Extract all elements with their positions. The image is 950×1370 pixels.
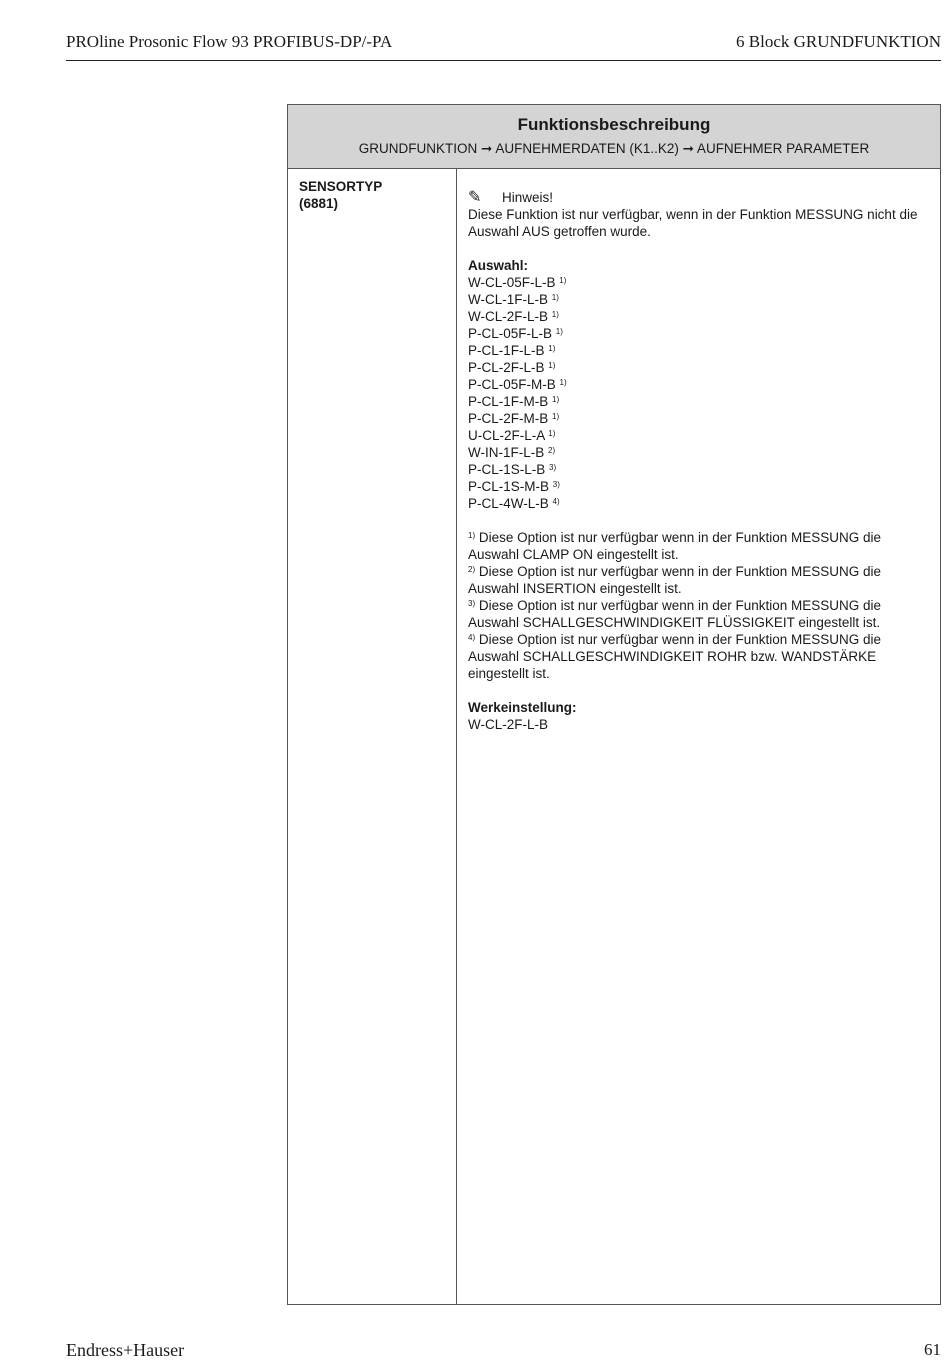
- option-text: P-CL-2F-L-B: [468, 360, 545, 375]
- option-text: P-CL-1S-L-B: [468, 462, 546, 477]
- option-item: [468, 410, 930, 427]
- option-item: [468, 444, 930, 461]
- option-text: U-CL-2F-L-A: [468, 428, 545, 443]
- options-list: [468, 274, 930, 512]
- option-item: [468, 274, 930, 291]
- header-left: PROline Prosonic Flow 93 PROFIBUS-DP/-PA: [66, 32, 393, 51]
- option-item: [468, 291, 930, 308]
- menu-path: GRUNDFUNKTION ➞ AUFNEHMERDATEN (K1..K2) ➞ AUFNEHMER PARAMETER: [358, 141, 870, 156]
- header-right: 6 Block GRUNDFUNKTION: [736, 32, 941, 51]
- footnote-text-cont: Auswahl SCHALLGESCHWINDIGKEIT FLÜSSIGKEIT eingestellt ist.: [468, 615, 881, 630]
- option-text: P-CL-2F-M-B: [468, 411, 549, 426]
- option-footnote-ref: 1): [548, 344, 556, 353]
- brand-logo: Endress+Hauser: [66, 1340, 185, 1360]
- footnote-text: Diese Option ist nur verfügbar wenn in der Funktion MESSUNG die: [475, 564, 882, 579]
- option-footnote-ref: 1): [551, 310, 559, 319]
- footnote: [468, 529, 930, 546]
- function-title: SENSORTYP: [299, 179, 383, 194]
- option-item: [468, 325, 930, 342]
- footnote-text-cont: Auswahl SCHALLGESCHWINDIGKEIT ROHR bzw. WANDSTÄRKE: [468, 649, 877, 664]
- option-text: W-CL-1F-L-B: [468, 292, 549, 307]
- footnote-text: Diese Option ist nur verfügbar wenn in der Funktion MESSUNG die: [475, 632, 882, 647]
- function-name: [299, 178, 382, 212]
- option-footnote-ref: 1): [559, 276, 567, 285]
- option-footnote-ref: 1): [552, 412, 560, 421]
- option-text: P-CL-1F-L-B: [468, 343, 545, 358]
- note: [468, 189, 930, 206]
- option-text: W-CL-2F-L-B: [468, 309, 549, 324]
- option-item: [468, 461, 930, 478]
- footnote-text-cont: Auswahl INSERTION eingestellt ist.: [468, 581, 682, 596]
- option-item: [468, 478, 930, 495]
- function-name-column: [288, 169, 457, 1304]
- table-header: [288, 105, 940, 169]
- footnote-marker: 3): [468, 599, 476, 608]
- option-item: [468, 495, 930, 512]
- option-text: P-CL-4W-L-B: [468, 496, 549, 511]
- option-item: [468, 393, 930, 410]
- footnote-text-cont: eingestellt ist.: [468, 666, 550, 681]
- default-value: W-CL-2F-L-B: [468, 717, 549, 732]
- option-footnote-ref: 2): [548, 446, 556, 455]
- option-text: P-CL-1S-M-B: [468, 479, 550, 494]
- footnote: [468, 631, 930, 648]
- pencil-note-icon: ✎: [468, 189, 482, 206]
- footnote-text: Diese Option ist nur verfügbar wenn in der Funktion MESSUNG die: [475, 530, 882, 545]
- footnote-marker: 2): [468, 565, 476, 574]
- footnote-text-cont: Auswahl CLAMP ON eingestellt ist.: [468, 547, 679, 562]
- note-text-1: Diese Funktion ist nur verfügbar, wenn in der Funktion MESSUNG nicht die: [468, 207, 918, 222]
- note-label: Hinweis!: [502, 190, 554, 205]
- option-text: P-CL-05F-M-B: [468, 377, 556, 392]
- default-label: Werkeinstellung:: [468, 700, 577, 715]
- option-item: [468, 427, 930, 444]
- header-rule: [66, 60, 941, 61]
- option-footnote-ref: 1): [555, 327, 563, 336]
- option-text: W-CL-05F-L-B: [468, 275, 556, 290]
- table-title: Funktionsbeschreibung: [517, 115, 711, 134]
- option-item: [468, 342, 930, 359]
- option-footnote-ref: 3): [549, 463, 557, 472]
- option-footnote-ref: 1): [548, 361, 556, 370]
- footnote-marker: 1): [468, 531, 476, 540]
- options-label: Auswahl:: [468, 258, 529, 273]
- option-footnote-ref: 4): [552, 497, 560, 506]
- option-text: W-IN-1F-L-B: [468, 445, 545, 460]
- option-item: [468, 376, 930, 393]
- footnotes: [468, 529, 930, 682]
- function-description: [468, 169, 930, 733]
- footnote-text: Diese Option ist nur verfügbar wenn in der Funktion MESSUNG die: [475, 598, 882, 613]
- footnote-marker: 4): [468, 633, 476, 642]
- option-footnote-ref: 1): [559, 378, 567, 387]
- option-footnote-ref: 1): [552, 395, 560, 404]
- option-text: P-CL-05F-L-B: [468, 326, 553, 341]
- footnote: [468, 597, 930, 614]
- option-footnote-ref: 1): [548, 429, 556, 438]
- function-table: [287, 104, 941, 1305]
- page-number: 61: [924, 1340, 941, 1359]
- footnote: [468, 563, 930, 580]
- note-text-2: Auswahl AUS getroffen wurde.: [468, 224, 651, 239]
- option-item: [468, 359, 930, 376]
- option-item: [468, 308, 930, 325]
- function-code: (6881): [299, 196, 339, 211]
- option-text: P-CL-1F-M-B: [468, 394, 549, 409]
- option-footnote-ref: 3): [552, 480, 560, 489]
- option-footnote-ref: 1): [551, 293, 559, 302]
